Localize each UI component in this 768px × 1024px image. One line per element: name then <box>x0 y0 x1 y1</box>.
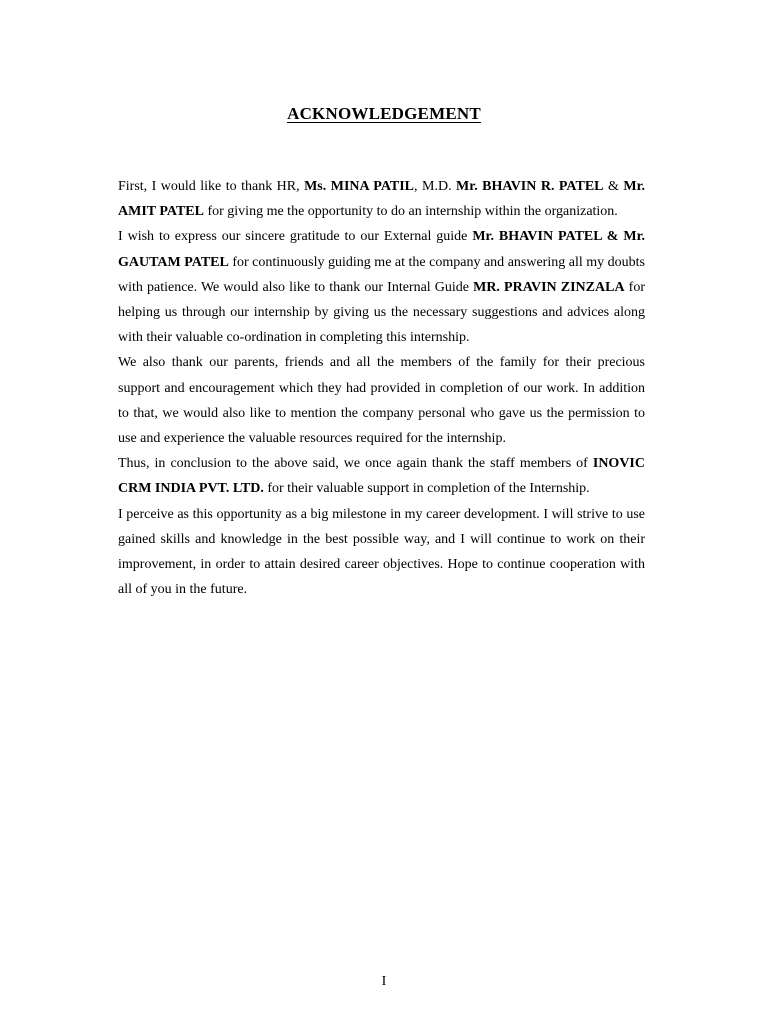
bold-name-run: Mr. BHAVIN PATEL & Mr. GAUTAM PATEL <box>118 229 645 270</box>
bold-name-run: MR. PRAVIN ZINZALA <box>473 279 625 295</box>
text-run: for continuously guiding me at the company and answering all my doubts with patience. We would also like to thank our Internal Guide <box>118 254 645 295</box>
text-run: for giving me the opportunity to do an internship within the organization. <box>203 204 618 220</box>
acknowledgement-body <box>118 174 645 602</box>
paragraph-thanks-guides <box>118 224 645 350</box>
bold-name-run: Mr. BHAVIN R. PATEL <box>456 179 604 194</box>
text-run: & <box>603 179 624 194</box>
paragraph-thanks-family <box>118 350 645 451</box>
text-run: We also thank our parents, friends and all the members of the family for their precious support and encouragement which they had provided in completion of our work. In addition to that, we would also like to mention the company personal who gave us the permission to use and experience the valuable resources required for the internship. <box>118 355 645 447</box>
bold-name-run: Ms. MINA PATIL <box>304 179 415 194</box>
bold-name-run: INOVIC CRM INDIA PVT. LTD. <box>118 456 645 497</box>
page-title: ACKNOWLEDGEMENT <box>287 104 481 123</box>
page-number: I <box>381 974 387 989</box>
text-run: for their valuable support in completion of the Internship. <box>263 481 590 497</box>
text-run: I wish to express our sincere gratitude to our External guide <box>118 229 473 245</box>
text-run: Thus, in conclusion to the above said, we once again thank the staff members of <box>118 456 593 472</box>
paragraph-thanks-management <box>118 174 645 224</box>
text-run: for helping us through our internship by giving us the necessary suggestions and advices along with their valuable co-ordination in completing this internship. <box>118 279 645 346</box>
bold-name-run: Mr. AMIT PATEL <box>118 179 646 220</box>
text-run: I perceive as this opportunity as a big milestone in my career development. I will strive to use gained skills and knowledge in the best possible way, and I will continue to work on their improvement, in order to attain desired career objectives. Hope to continue cooperation with all of you in the future. <box>118 506 645 598</box>
text-run: , M.D. <box>414 179 457 194</box>
paragraph-career-note <box>118 502 645 603</box>
paragraph-thanks-company <box>118 451 645 501</box>
text-run: First, I would like to thank HR, <box>118 179 305 194</box>
